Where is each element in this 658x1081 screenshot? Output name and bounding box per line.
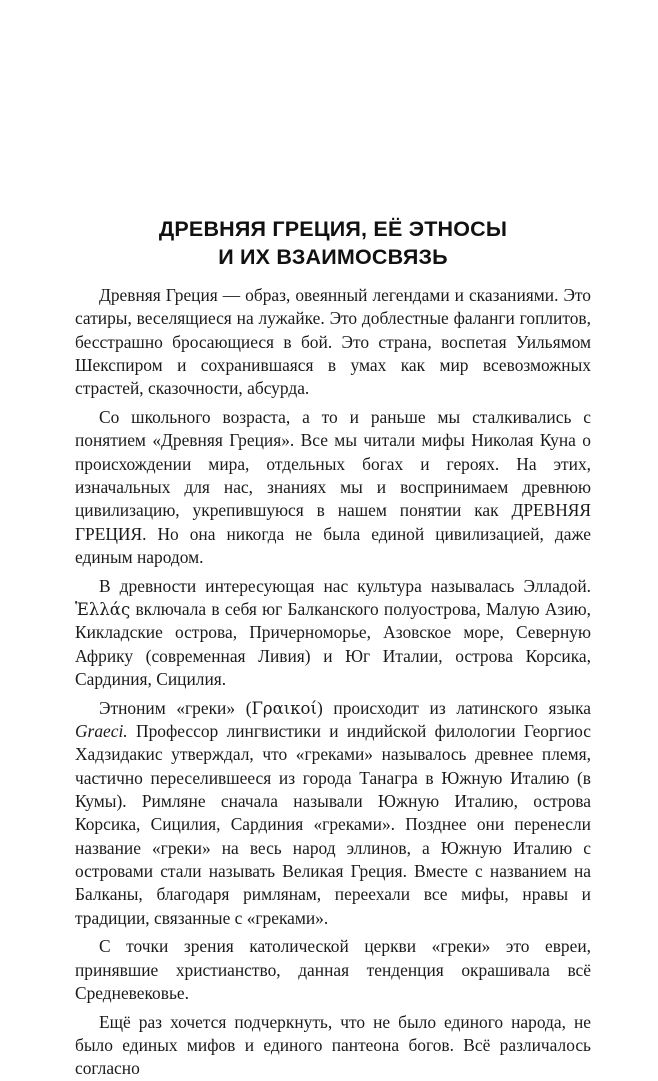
paragraph-4-text-before: Этноним «греки» ( — [99, 697, 252, 718]
latin-word-graeci: Graeci. — [75, 721, 128, 742]
paragraph-4-text-middle: ) происходит из латинского языка — [316, 697, 591, 718]
chapter-title-line-2: И ИХ ВЗАИМОСВЯЗЬ — [218, 245, 448, 269]
chapter-title — [75, 215, 591, 271]
paragraph-1: Древняя Греция — образ, овеянный легендами и сказаниями. Это сатиры, веселящиеся на лужайке. Это доблестные фаланги гоплитов, бесстрашно бросающиеся в бой. Это страна, воспетая Уильямом Шекспиром и сохранившаяся в умах как мир всевозможных страстей, сказочности, абсурда. — [75, 285, 591, 399]
chapter-title-line-1: ДРЕВНЯЯ ГРЕЦИЯ, ЕЁ ЭТНОСЫ — [158, 217, 508, 241]
paragraph-4 — [75, 697, 591, 930]
paragraph-4-text-after: Профессор лингвистики и индийской филологии Георгиос Хадзидакис утверждал, что «греками» называлось древнее племя, частично переселившееся из города Танагра в Южную Италию (в Кумы). Римляне сначала называли Южную Италию, острова Корсика, Сицилия, Сардиния «греками». Позднее они перенесли название «греки» на весь народ эллинов, а Южную Италию с островами стали называть Великая Греция. Вместе с названием на Балканы, благодаря римлянам, переехали все мифы, нравы и традиции, связанные с «греками». — [75, 721, 591, 928]
paragraph-3-text-before: В древности интересующая нас культура называлась Элладой. — [99, 575, 591, 596]
paragraph-5: С точки зрения католической церкви «греки» это евреи, принявшие христианство, данная тенденция окрашивала всё Средневековье. — [75, 936, 591, 1003]
paragraph-3 — [75, 575, 591, 691]
paragraph-6: Ещё раз хочется подчеркнуть, что не было единого народа, не было единых мифов и единого пантеона богов. Всё различалось согласно — [75, 1011, 591, 1079]
paragraph-3-text-after: включала в себя юг Балканского полуострова, Малую Азию, Кикладские острова, Причерноморье, Азовское море, Северную Африку (современная Ливия) и Юг Италии, острова Корсика, Сардиния, Сицилия. — [75, 599, 591, 689]
paragraph-2: Со школьного возраста, а то и раньше мы сталкивались с понятием «Древняя Греция». Все мы читали мифы Николая Куна о происхождении мира, отдельных богах и героях. На этих, изначальных для нас, знаниях мы и воспринимаем древнюю цивилизацию, укрепившуюся в нашем понятии как ДРЕВНЯЯ ГРЕЦИЯ. Но она никогда не была единой цивилизацией, даже единым народом. — [75, 407, 591, 567]
greek-word-hellas: Ἑλλάς — [75, 600, 131, 620]
greek-word-graikoi: Γραικοί — [251, 698, 317, 718]
body-text — [75, 284, 591, 1081]
